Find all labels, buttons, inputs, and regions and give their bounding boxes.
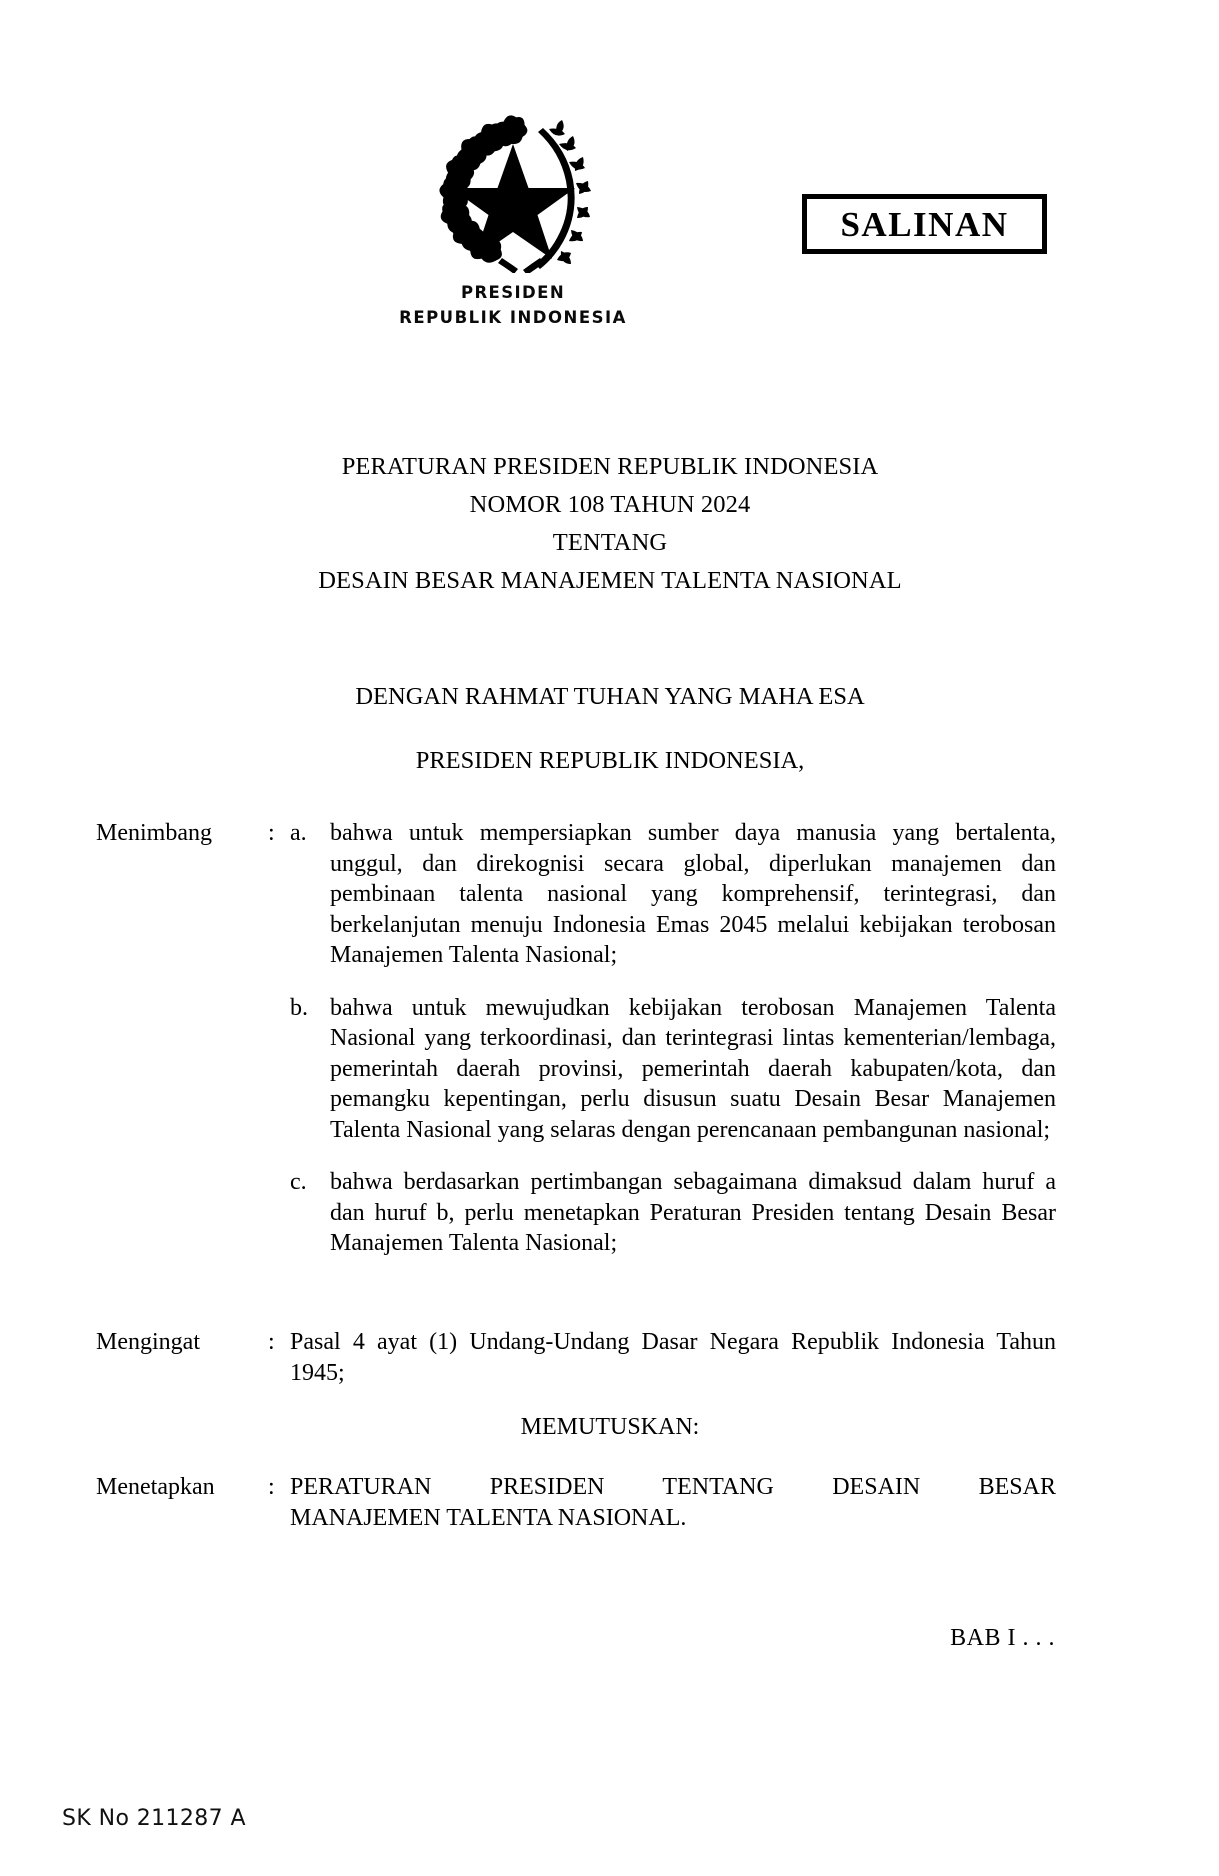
clause-item-a <box>290 818 1056 971</box>
title-line-tentang: TENTANG <box>552 529 668 556</box>
clause-item-b <box>290 993 1056 1146</box>
item-marker-b: b. <box>290 994 308 1021</box>
title-line-subject: DESAIN BESAR MANAJEMEN TALENTA NASIONAL <box>318 567 902 594</box>
invocation-line: DENGAN RAHMAT TUHAN YANG MAHA ESA <box>355 683 865 710</box>
garuda-star-wreath-emblem <box>418 108 608 273</box>
caption-line-republik-indonesia: REPUBLIK INDONESIA <box>399 308 627 327</box>
title-line-nomor: NOMOR 108 TAHUN 2024 <box>469 491 751 518</box>
clause-item-c <box>290 1167 1056 1259</box>
item-text-b: bahwa untuk mewujudkan kebijakan terobosan Manajemen Talenta Nasional yang terkoordinasi, dan terintegrasi lintas kementerian/lembaga, pemerintah daerah provinsi, pemerintah daerah kabupaten/kota, dan pemangku kepentingan, perlu disusun suatu Desain Besar Manajemen Talenta Nasional yang selaras dengan perencanaan pembangunan nasional; <box>330 994 1056 1143</box>
clause-colon-menetapkan: : <box>268 1474 275 1500</box>
item-marker-c: c. <box>290 1169 307 1195</box>
clause-text-menetapkan <box>290 1472 1056 1533</box>
item-text-a: bahwa untuk mempersiapkan sumber daya manusia yang bertalenta, unggul, dan direkognisi secara global, diperlukan manajemen dan pembinaan talenta nasional yang komprehensif, terintegrasi, dan berkelanjutan menuju Indonesia Emas 2045 melalui kebijakan terobosan Manajemen Talenta Nasional; <box>330 820 1056 968</box>
item-marker-a: a. <box>290 820 307 846</box>
emblem-caption <box>318 280 708 330</box>
footer-document-code: SK No 211287 A <box>62 1806 246 1831</box>
clause-menimbang <box>96 818 1056 1259</box>
title-line-peraturan: PERATURAN PRESIDEN REPUBLIK INDONESIA <box>341 453 879 480</box>
salinan-stamp-label: SALINAN <box>840 204 1009 244</box>
clause-mengingat <box>96 1327 1056 1388</box>
clause-items-menimbang <box>290 818 1056 1259</box>
clause-label-mengingat: Mengingat <box>96 1329 200 1355</box>
continuation-note: BAB I . . . <box>950 1625 1055 1651</box>
clause-text-mengingat: Pasal 4 ayat (1) Undang-Undang Dasar Negara Republik Indonesia Tahun 1945; <box>290 1329 1056 1386</box>
clause-label-menetapkan: Menetapkan <box>96 1474 215 1500</box>
caption-line-presiden: PRESIDEN <box>460 283 566 302</box>
document-title <box>160 448 1060 600</box>
clause-label-menimbang: Menimbang <box>96 820 212 846</box>
issuer-line: PRESIDEN REPUBLIK INDONESIA, <box>415 747 805 774</box>
clause-colon-mengingat: : <box>268 1329 275 1355</box>
clause-menetapkan <box>96 1472 1056 1533</box>
salinan-stamp <box>802 194 1047 254</box>
stipulation-line-1: PERATURAN PRESIDEN TENTANG DESAIN BESAR <box>290 1474 1056 1500</box>
item-text-c: bahwa berdasarkan pertimbangan sebagaimana dimaksud dalam huruf a dan huruf b, perlu menetapkan Peraturan Presiden tentang Desain Besar Manajemen Talenta Nasional; <box>330 1169 1056 1256</box>
decision-heading: MEMUTUSKAN: <box>520 1414 700 1440</box>
clause-colon-menimbang: : <box>268 820 275 846</box>
stipulation-line-2: MANAJEMEN TALENTA NASIONAL. <box>290 1504 687 1531</box>
